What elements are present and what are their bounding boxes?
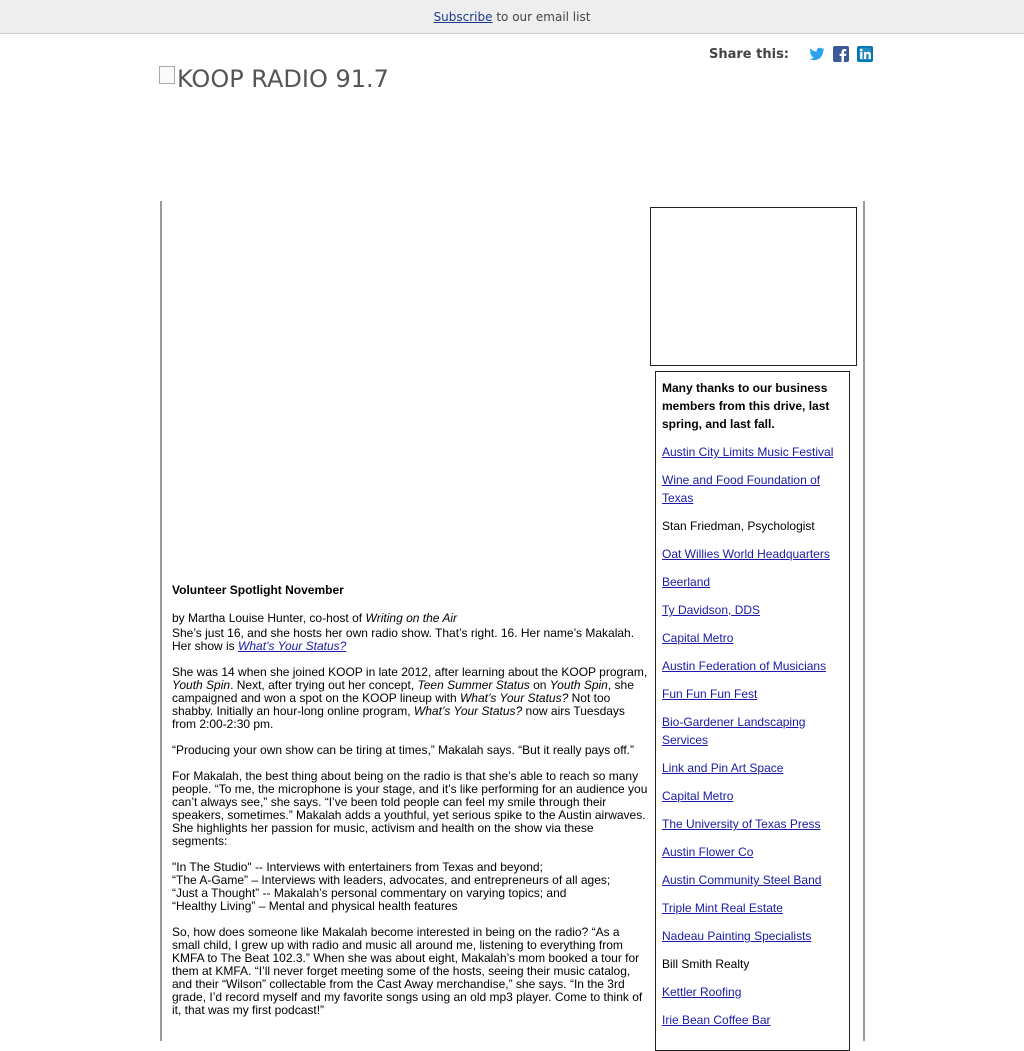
sponsor-item <box>662 955 843 973</box>
sponsor-item <box>662 601 843 619</box>
sponsor-item <box>662 899 843 917</box>
sponsor-link[interactable]: Beerland <box>662 575 711 589</box>
logo-alt-text: KOOP RADIO 91.7 <box>177 65 389 93</box>
sponsor-item <box>662 927 843 945</box>
sponsor-link[interactable]: The University of Texas Press <box>662 817 821 831</box>
sponsor-link[interactable]: Austin City Limits Music Festival <box>662 445 834 459</box>
sponsor-link[interactable]: Ty Davidson, DDS <box>662 603 761 617</box>
sponsor-link[interactable]: Capital Metro <box>662 631 734 645</box>
p2-d: Teen Summer Status <box>417 678 530 692</box>
sponsor-link[interactable]: Capital Metro <box>662 789 734 803</box>
ad-box <box>650 207 857 366</box>
byline <box>172 611 648 625</box>
p2-b: Youth Spin <box>172 678 231 692</box>
byline-show: Writing on the Air <box>365 611 458 625</box>
p2-f: Youth Spin <box>549 678 608 692</box>
share-label: Share this: <box>709 46 790 62</box>
p2-a: She was 14 when she joined KOOP in late 2012, after learning about the KOOP program, <box>172 665 648 679</box>
p2-e: on <box>529 678 550 692</box>
sponsor-list <box>662 443 843 1029</box>
paragraph-3: “Producing your own show can be tiring at times,” Makalah says. “But it really pays off.” <box>172 743 634 757</box>
sponsor-item <box>662 573 843 591</box>
paragraph-4: For Makalah, the best thing about being on the radio is that she’s able to reach so many people. “To me, the microphone is your stage, and it’s like performing for an audience you can’t always see,” she says. “I’ve been told people can feel my smile through their speakers, sometimes.” Makalah adds a youthful, yet serious spike to the Austin airwaves. She highlights her passion for music, activism and health on the show via these segments: <box>172 769 648 848</box>
subscribe-bar <box>0 0 1024 34</box>
sponsor-item <box>662 983 843 1001</box>
sponsor-link[interactable]: Wine and Food Foundation of Texas <box>662 473 821 505</box>
sponsor-item <box>662 517 843 535</box>
sponsor-item <box>662 1011 843 1029</box>
sponsor-item <box>662 685 843 703</box>
sponsor-link[interactable]: Oat Willies World Headquarters <box>662 547 830 561</box>
segment-item: “Just a Thought” -- Makalah’s personal commentary on varying topics; and <box>172 886 567 900</box>
segment-item: “The A-Game” – Interviews with leaders, advocates, and entrepreneurs of all ages; <box>172 873 611 887</box>
linkedin-icon[interactable] <box>857 46 873 62</box>
sponsor-link[interactable]: Austin Flower Co <box>662 845 754 859</box>
logo[interactable] <box>159 65 389 93</box>
sponsor-item <box>662 713 843 749</box>
p2-c: . Next, after trying out her concept, <box>230 678 418 692</box>
p2-g: , she campaigned and won a spot on the KOOP lineup with <box>172 678 634 705</box>
sponsor-item <box>662 815 843 833</box>
twitter-icon[interactable] <box>809 46 825 62</box>
sponsor-item <box>662 545 843 563</box>
paragraph-2 <box>172 666 648 731</box>
article-title: Volunteer Spotlight November <box>172 583 344 597</box>
sponsor-link[interactable]: Bio-Gardener Landscaping Services <box>662 715 806 747</box>
sponsor-item <box>662 471 843 507</box>
p2-j: What’s Your Status? <box>413 704 523 718</box>
sponsor-link[interactable]: Triple Mint Real Estate <box>662 901 783 915</box>
p1-text: She’s just 16, and she hosts her own radio show. That’s right. 16. Her name’s Makalah. Her show is <box>172 626 635 653</box>
segment-item: “Healthy Living” – Mental and physical health features <box>172 899 458 913</box>
sponsor-item <box>662 657 843 675</box>
sponsor-item <box>662 629 843 647</box>
sponsor-link[interactable]: Irie Bean Coffee Bar <box>662 1013 771 1027</box>
sponsor-item <box>662 843 843 861</box>
share-bar <box>709 44 873 64</box>
paragraph-1 <box>172 627 648 653</box>
sponsor-item <box>662 787 843 805</box>
sponsor-link[interactable]: Austin Community Steel Band <box>662 873 822 887</box>
broken-image-icon <box>159 66 175 84</box>
sponsor-heading: Many thanks to our business members from this drive, last spring, and last fall. <box>662 381 830 431</box>
sponsor-item <box>662 871 843 889</box>
sponsor-box <box>655 371 850 1051</box>
sponsor-link[interactable]: Austin Federation of Musicians <box>662 659 827 673</box>
p2-h: What’s Your Status? <box>459 691 569 705</box>
subscribe-link[interactable]: Subscribe <box>433 10 493 24</box>
show-link-text: What’s Your Status? <box>238 639 347 653</box>
article <box>172 582 648 1030</box>
segment-item: "In The Studio" -- Interviews with entertainers from Texas and beyond; <box>172 860 543 874</box>
segment-list <box>172 861 648 913</box>
paragraph-5: So, how does someone like Makalah become interested in being on the radio? “As a small child, I grew up with radio and music all around me, listening to everything from KMFA to The Beat 102.3.” When she was about eight, Makalah’s mom booked a tour for them at KMFA. “I’ll never forget meeting some of the hosts, seeing their music catalog, and their “Wilson” collectable from the Cast Away merchandise,” she says. “In the 3rd grade, I’d record myself and my favorite songs using an old mp3 player. Come to think of it, that was my first podcast!” <box>172 925 643 1017</box>
show-link[interactable] <box>238 639 346 653</box>
sponsor-link[interactable]: Nadeau Painting Specialists <box>662 929 812 943</box>
sponsor-link[interactable]: Link and Pin Art Space <box>662 761 784 775</box>
facebook-icon[interactable] <box>833 46 849 62</box>
p2-k: now airs Tuesdays from 2:00-2:30 pm. <box>172 704 625 731</box>
sponsor-link: Stan Friedman, Psychologist <box>662 519 815 533</box>
sponsor-item <box>662 759 843 777</box>
sponsor-link: Bill Smith Realty <box>662 957 750 971</box>
sponsor-item <box>662 443 843 461</box>
byline-text: by Martha Louise Hunter, co-host of <box>172 611 366 625</box>
sponsor-link[interactable]: Fun Fun Fun Fest <box>662 687 758 701</box>
subscribe-text: to our email list <box>492 10 591 24</box>
sponsor-link[interactable]: Kettler Roofing <box>662 985 742 999</box>
p2-i: Not too shabby. Initially an hour-long online program, <box>172 691 611 718</box>
